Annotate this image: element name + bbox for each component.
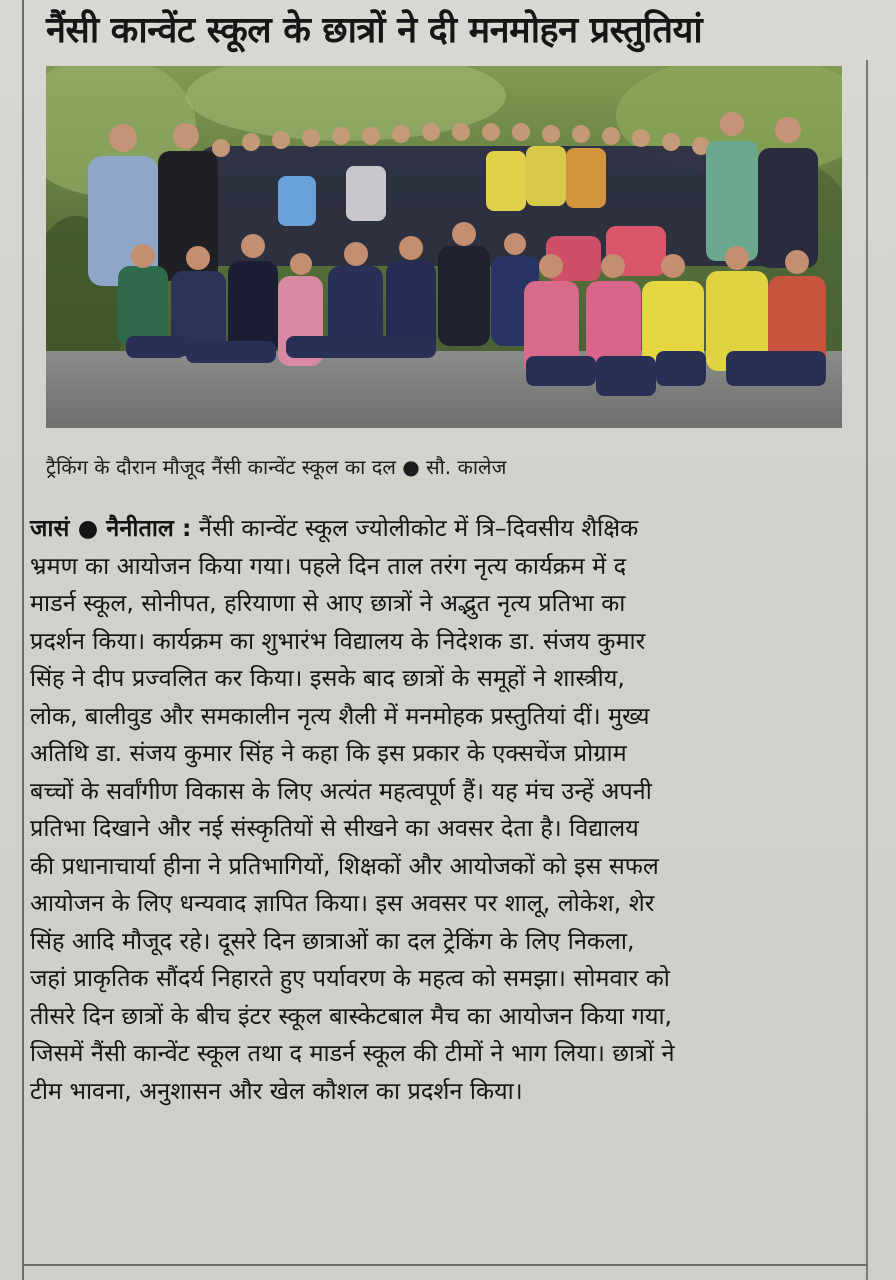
article-line: सिंह ने दीप प्रज्वलित कर किया। इसके बाद छात्रों के समूहों ने शास्त्रीय, — [30, 664, 625, 692]
article-body — [30, 510, 864, 1110]
article-line: प्रदर्शन किया। कार्यक्रम का शुभारंभ विद्यालय के निदेशक डा. संजय कुमार — [30, 626, 646, 655]
group-photo — [46, 66, 842, 428]
article-line: जहां प्राकृतिक सौंदर्य निहारते हुए पर्यावरण के महत्व को समझा। सोमवार को — [30, 964, 670, 992]
article-line: बच्चों के सर्वांगीण विकास के लिए अत्यंत महत्वपूर्ण हैं। यह मंच उन्हें अपनी — [30, 776, 652, 805]
headline: नैंसी कान्वेंट स्कूल के छात्रों ने दी मनमोहन प्रस्तुतियां — [46, 10, 703, 51]
article-line: तीसरे दिन छात्रों के बीच इंटर स्कूल बास्केटबाल मैच का आयोजन किया गया, — [30, 1001, 673, 1030]
article-line: प्रतिभा दिखाने और नई संस्कृतियों से सीखने का अवसर देता है। विद्यालय — [30, 814, 639, 842]
article-line: अतिथि डा. संजय कुमार सिंह ने कहा कि इस प्रकार के एक्सचेंज प्रोग्राम — [30, 739, 627, 767]
article-first-line — [30, 510, 864, 548]
article-line: टीम भावना, अनुशासन और खेल कौशल का प्रदर्शन किया। — [30, 1076, 523, 1105]
article-line: नैंसी कान्वेंट स्कूल ज्योलीकोट में त्रि–दिवसीय शैक्षिक — [191, 514, 639, 542]
article-line: सिंह आदि मौजूद रहे। दूसरे दिन छात्राओं का दल ट्रेकिंग के लिए निकला, — [30, 926, 635, 955]
article-line: लोक, बालीवुड और समकालीन नृत्य शैली में मनमोहक प्रस्तुतियां दीं। मुख्य — [30, 701, 650, 730]
group-photo-image — [46, 66, 842, 428]
bottom-rule — [22, 1264, 868, 1266]
article-line: आयोजन के लिए धन्यवाद ज्ञापित किया। इस अवसर पर शालू, लोकेश, शेर — [30, 889, 655, 917]
article-line: जिसमें नैंसी कान्वेंट स्कूल तथा द माडर्न स्कूल की टीमों ने भाग लिया। छात्रों ने — [30, 1039, 675, 1067]
column-rule-left — [22, 0, 24, 1280]
photo-caption: ट्रैकिंग के दौरान मौजूद नैंसी कान्वेंट स्कूल का दल ● सौ. कालेज — [46, 455, 507, 479]
dateline: जासं ● नैनीताल : — [30, 514, 192, 542]
column-rule-right — [866, 60, 868, 1280]
article-line: की प्रधानाचार्या हीना ने प्रतिभागियों, शिक्षकों और आयोजकों को इस सफल — [30, 851, 659, 880]
article-line: भ्रमण का आयोजन किया गया। पहले दिन ताल तरंग नृत्य कार्यक्रम में द — [30, 551, 627, 580]
article-line: माडर्न स्कूल, सोनीपत, हरियाणा से आए छात्रों ने अद्भुत नृत्य प्रतिभा का — [30, 589, 626, 617]
